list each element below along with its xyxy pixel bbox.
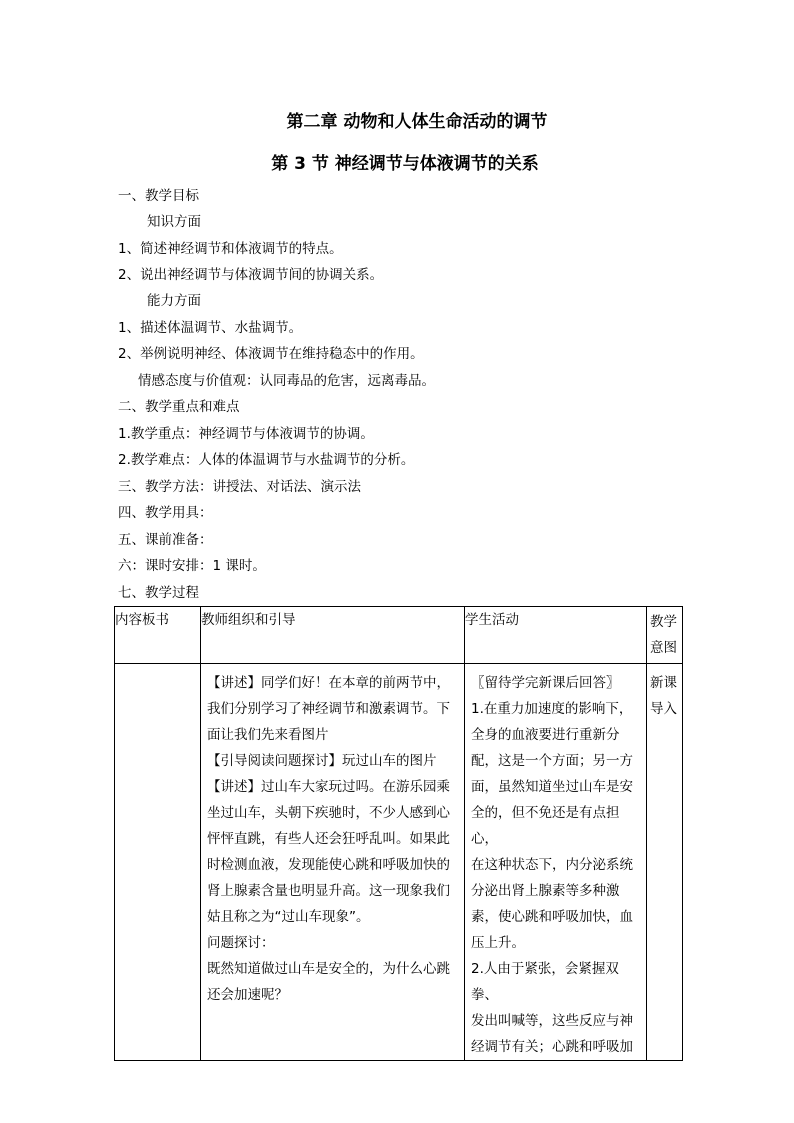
header-teaching-intent: 教学意图 <box>647 607 683 664</box>
teacher-line: 怦怦直跳，有些人还会狂呼乱叫。如果此 <box>207 831 450 847</box>
student-line: 配，这是一个方面；另一方 <box>471 753 633 769</box>
heading-key-points: 二、教学重点和难点 <box>118 399 240 415</box>
intent-line: 新课 <box>650 675 677 691</box>
student-line: 压上升。 <box>471 935 525 951</box>
content-board-cell <box>115 664 201 1061</box>
objective-attitude: 情感态度与价值观：认同毒品的危害，远离毒品。 <box>138 373 435 389</box>
student-line: 全身的血液要进行重新分 <box>471 727 620 743</box>
heading-objectives: 一、教学目标 <box>118 188 199 204</box>
heading-process: 七、教学过程 <box>118 585 199 601</box>
teacher-line: 既然知道做过山车是安全的，为什么心跳 <box>207 961 450 977</box>
teacher-line: 姑且称之为“过山车现象”。 <box>207 909 370 925</box>
student-line: 经调节有关；心跳和呼吸加 <box>471 1039 633 1055</box>
teacher-line: 面让我们先来看图片 <box>207 727 329 743</box>
teacher-line: 【讲述】同学们好！在本章的前两节中， <box>207 675 450 691</box>
student-line: 全的，但不免还是有点担心， <box>471 805 620 847</box>
heading-schedule: 六：课时安排：1 课时。 <box>118 558 266 574</box>
header-teacher-guidance: 教师组织和引导 <box>201 607 465 664</box>
subheading-ability: 能力方面 <box>147 293 201 309</box>
objective-item: 2、说出神经调节与体液调节间的协调关系。 <box>118 267 384 283</box>
difficult-point-item: 2.教学难点：人体的体温调节与水盐调节的分析。 <box>118 452 415 468</box>
student-line: 发出叫喊等，这些反应与神 <box>471 1013 633 1029</box>
header-content-board: 内容板书 <box>115 607 201 664</box>
student-line: 面，虽然知道坐过山车是安 <box>471 779 633 795</box>
student-activity-cell <box>465 664 647 1061</box>
header-student-activity: 学生活动 <box>465 607 647 664</box>
student-line: 2.人由于紧张，会紧握双拳、 <box>471 961 619 1003</box>
student-line: 在这种状态下，内分泌系统 <box>471 857 633 873</box>
teaching-intent-cell <box>647 664 683 1061</box>
key-point-item: 1.教学重点：神经调节与体液调节的协调。 <box>118 426 374 442</box>
teacher-guidance-cell <box>201 664 465 1061</box>
subheading-knowledge: 知识方面 <box>147 214 201 230</box>
chapter-title: 第二章 动物和人体生命活动的调节 <box>286 112 548 132</box>
lesson-process-table <box>114 606 683 1061</box>
teacher-line: 【讲述】过山车大家玩过吗。在游乐园乘 <box>207 779 450 795</box>
teacher-line: 肾上腺素含量也明显升高。这一现象我们 <box>207 883 450 899</box>
objective-item: 1、描述体温调节、水盐调节。 <box>118 320 303 336</box>
intent-line: 导入 <box>650 701 677 717</box>
objective-item: 1、简述神经调节和体液调节的特点。 <box>118 241 343 257</box>
table-row <box>115 664 683 1061</box>
teacher-line: 问题探讨： <box>207 935 275 951</box>
teacher-line: 时检测血液，发现能使心跳和呼吸加快的 <box>207 857 450 873</box>
student-line: 分泌出肾上腺素等多种激 <box>471 883 620 899</box>
student-line: 〖留待学完新课后回答〗 <box>471 675 620 691</box>
table-header-row <box>115 607 683 664</box>
heading-methods: 三、教学方法：讲授法、对话法、演示法 <box>118 479 361 495</box>
teacher-line: 我们分别学习了神经调节和激素调节。下 <box>207 701 450 717</box>
teacher-line: 坐过山车，头朝下疾驰时，不少人感到心 <box>207 805 450 821</box>
heading-preparation: 五、课前准备： <box>118 532 213 548</box>
objective-item: 2、举例说明神经、体液调节在维持稳态中的作用。 <box>118 346 424 362</box>
teacher-line: 【引导阅读问题探讨】玩过山车的图片 <box>207 753 437 769</box>
student-line: 1.在重力加速度的影响下， <box>471 701 633 717</box>
section-title: 第 3 节 神经调节与体液调节的关系 <box>271 154 539 174</box>
teacher-line: 还会加速呢？ <box>207 987 288 1003</box>
student-line: 素，使心跳和呼吸加快，血 <box>471 909 633 925</box>
heading-tools: 四、教学用具： <box>118 505 213 521</box>
